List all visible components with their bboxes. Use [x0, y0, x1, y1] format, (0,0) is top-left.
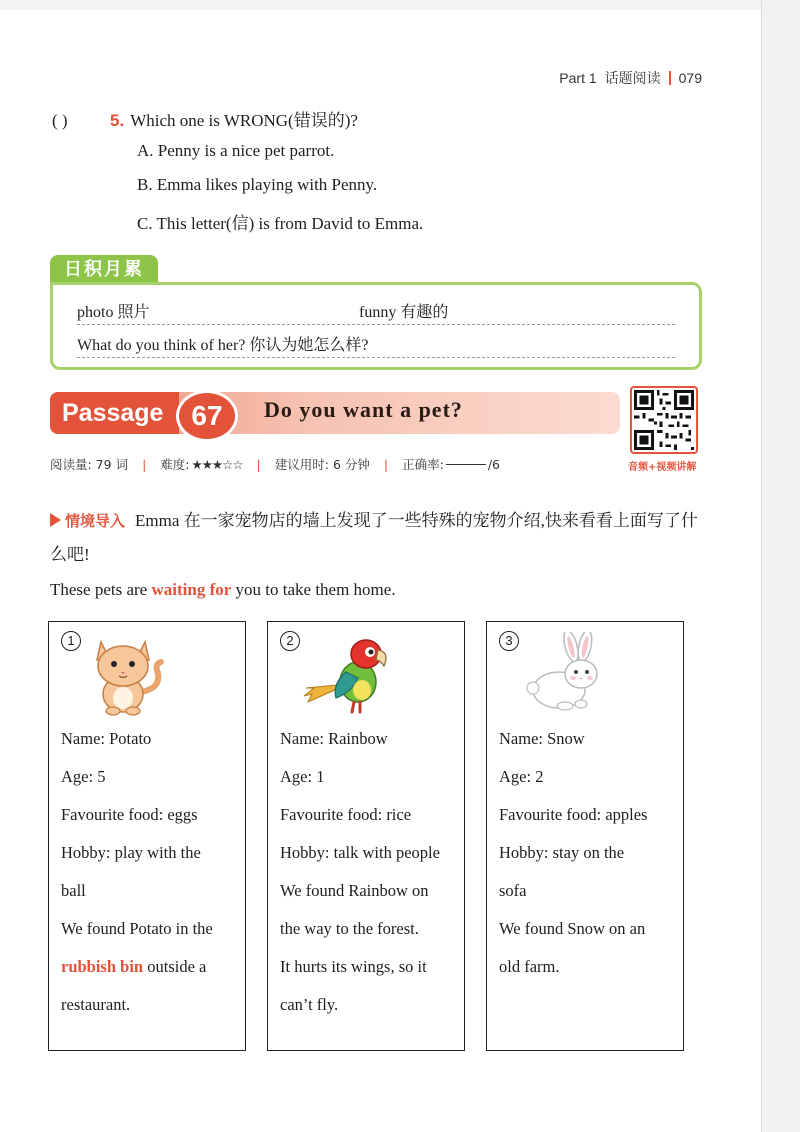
word-count: 阅读量: 79 词 [50, 457, 129, 472]
accuracy-total: /6 [487, 456, 500, 472]
passage-title: Do you want a pet? [264, 397, 463, 422]
card-text [280, 720, 456, 1024]
passage-label: Passage [50, 392, 179, 434]
lead-before: These pets are [50, 580, 152, 599]
card-text [61, 720, 237, 1024]
option-b[interactable]: B. Emma likes playing with Penny. [137, 175, 378, 194]
pet-found-end: can’t fly. [280, 995, 339, 1014]
question-number: 5. [110, 111, 125, 130]
accuracy-label: 正确率: [402, 457, 444, 472]
pet-age: Age: 2 [499, 767, 544, 786]
pet-card-potato [48, 621, 246, 1051]
card-index: 2 [280, 631, 300, 651]
card-index: 3 [499, 631, 519, 651]
rabbit-icon [521, 632, 621, 718]
pet-found-cont [61, 948, 237, 986]
lead-highlight: waiting for [151, 580, 232, 599]
pet-name: Name: Snow [499, 729, 585, 748]
meta-divider: | [383, 456, 389, 472]
accuracy-blank[interactable] [446, 464, 486, 465]
lead-after: you to take them home. [231, 580, 396, 599]
question-5 [52, 106, 358, 131]
vocab-funny: funny 有趣的 [359, 304, 449, 321]
passage-meta [50, 455, 500, 473]
difficulty-label: 难度: [160, 457, 190, 472]
pet-age: Age: 5 [61, 767, 106, 786]
vocab-line-1 [77, 299, 675, 325]
pet-found-cont: the way to the forest. [280, 919, 419, 938]
qr-caption: 音频+视频讲解 [628, 462, 697, 473]
pet-card-snow [486, 621, 684, 1051]
page-number: 079 [678, 70, 702, 86]
pet-found-reason: It hurts its wings, so it [280, 957, 427, 976]
pet-hobby-cont: ball [61, 881, 86, 900]
pet-hobby: Hobby: play with the [61, 843, 201, 862]
cat-icon [83, 632, 173, 718]
scenario-intro [50, 504, 710, 572]
vocab-line-2: What do you think of her? 你认为她怎么样? [77, 332, 675, 358]
answer-blank[interactable]: ( ) [52, 111, 68, 130]
part-label: Part 1 [559, 70, 597, 86]
suggested-time: 建议用时: 6 分钟 [274, 457, 370, 472]
pet-card-rainbow [267, 621, 465, 1051]
pet-found-text: outside a [143, 957, 207, 976]
pet-food: Favourite food: rice [280, 805, 412, 824]
difficulty-stars-icon: ★★★☆☆ [191, 456, 243, 472]
meta-divider: | [142, 456, 147, 472]
accumulation-tab: 日积月累 [50, 255, 158, 285]
card-text [499, 720, 675, 986]
pet-found: We found Rainbow on [280, 881, 429, 900]
play-triangle-icon [50, 513, 61, 527]
pet-found-end: restaurant. [61, 995, 131, 1014]
pet-found: We found Potato in the [61, 919, 213, 938]
section-label: 话题阅读 [604, 70, 661, 86]
page-edge-top [0, 0, 800, 10]
page-edge-right [761, 0, 800, 1132]
pet-name: Name: Potato [61, 729, 152, 748]
passage-number: 67 [176, 390, 238, 442]
pet-name: Name: Rainbow [280, 729, 388, 748]
scenario-text: Emma 在一家宠物店的墙上发现了一些特殊的宠物介绍,快来看看上面写了什么吧! [50, 511, 698, 564]
vocab-photo: photo 照片 [77, 304, 150, 321]
scenario-tag: 情境导入 [65, 512, 126, 530]
question-stem: Which one is WRONG(错误的)? [130, 111, 358, 130]
pet-found: We found Snow on an [499, 919, 646, 938]
pet-food: Favourite food: apples [499, 805, 648, 824]
option-a[interactable]: A. Penny is a nice pet parrot. [137, 141, 335, 160]
pet-food: Favourite food: eggs [61, 805, 198, 824]
qr-code-icon[interactable] [630, 386, 698, 454]
running-header [559, 68, 702, 88]
pet-age: Age: 1 [280, 767, 325, 786]
card-index: 1 [61, 631, 81, 651]
header-separator [669, 71, 671, 85]
accumulation-box [50, 282, 702, 370]
meta-divider: | [256, 456, 261, 472]
pet-hobby-cont: sofa [499, 881, 527, 900]
lead-sentence [50, 580, 396, 600]
pet-hobby: Hobby: talk with people [280, 843, 440, 862]
option-c[interactable]: C. This letter(信) is from David to Emma. [137, 214, 424, 233]
parrot-icon [302, 632, 402, 718]
pet-hobby: Hobby: stay on the [499, 843, 625, 862]
rubbish-bin-highlight: rubbish bin [61, 957, 144, 976]
pet-found-end: old farm. [499, 957, 560, 976]
